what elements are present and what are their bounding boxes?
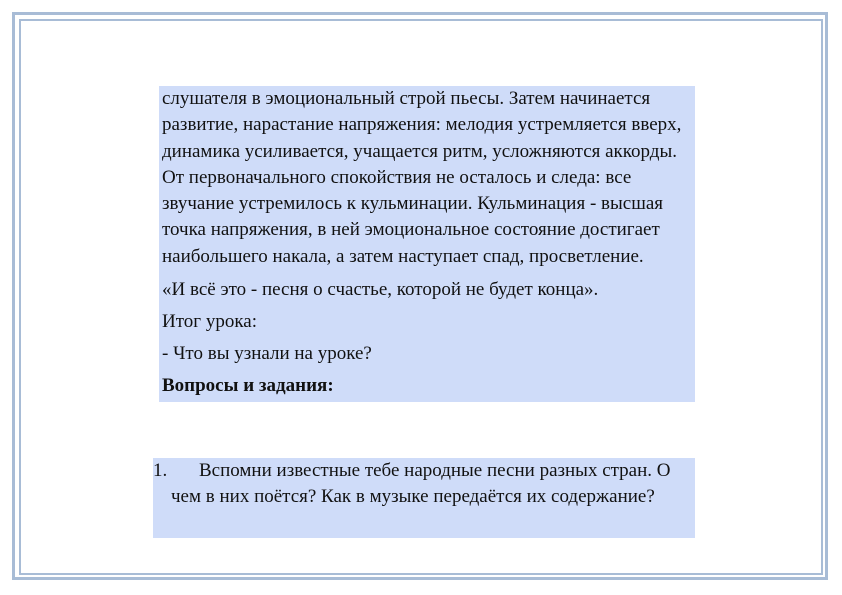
summary-title: Итог урока: [159,306,695,338]
questions-heading: Вопросы и задания: [159,370,695,402]
question-number: 1. [153,460,168,481]
summary-question: - Что вы узнали на уроке? [159,338,695,370]
main-paragraph: слушателя в эмоциональный строй пьесы. Затем начинается развитие, нарастание напряжения: мелодия устремляется вверх, динамика усиливается, учащается ритм, усложняются аккорды. От первоначального спокойствия не осталось и следа: все звучание устремилось к кульминации. Кульминация - высшая точка напряжения, в ней эмоциональное состояние достигает наибольшего накала, а затем наступает спад, просветление. [159,86,695,274]
text-block [159,86,695,402]
question-text: Вспомни известные тебе народные песни разных стран. О чем в них поётся? Как в музыке передаётся их содержание? [171,460,671,507]
question-item [153,458,695,538]
quote-line: «И всё это - песня о счастье, которой не будет конца». [159,274,695,306]
